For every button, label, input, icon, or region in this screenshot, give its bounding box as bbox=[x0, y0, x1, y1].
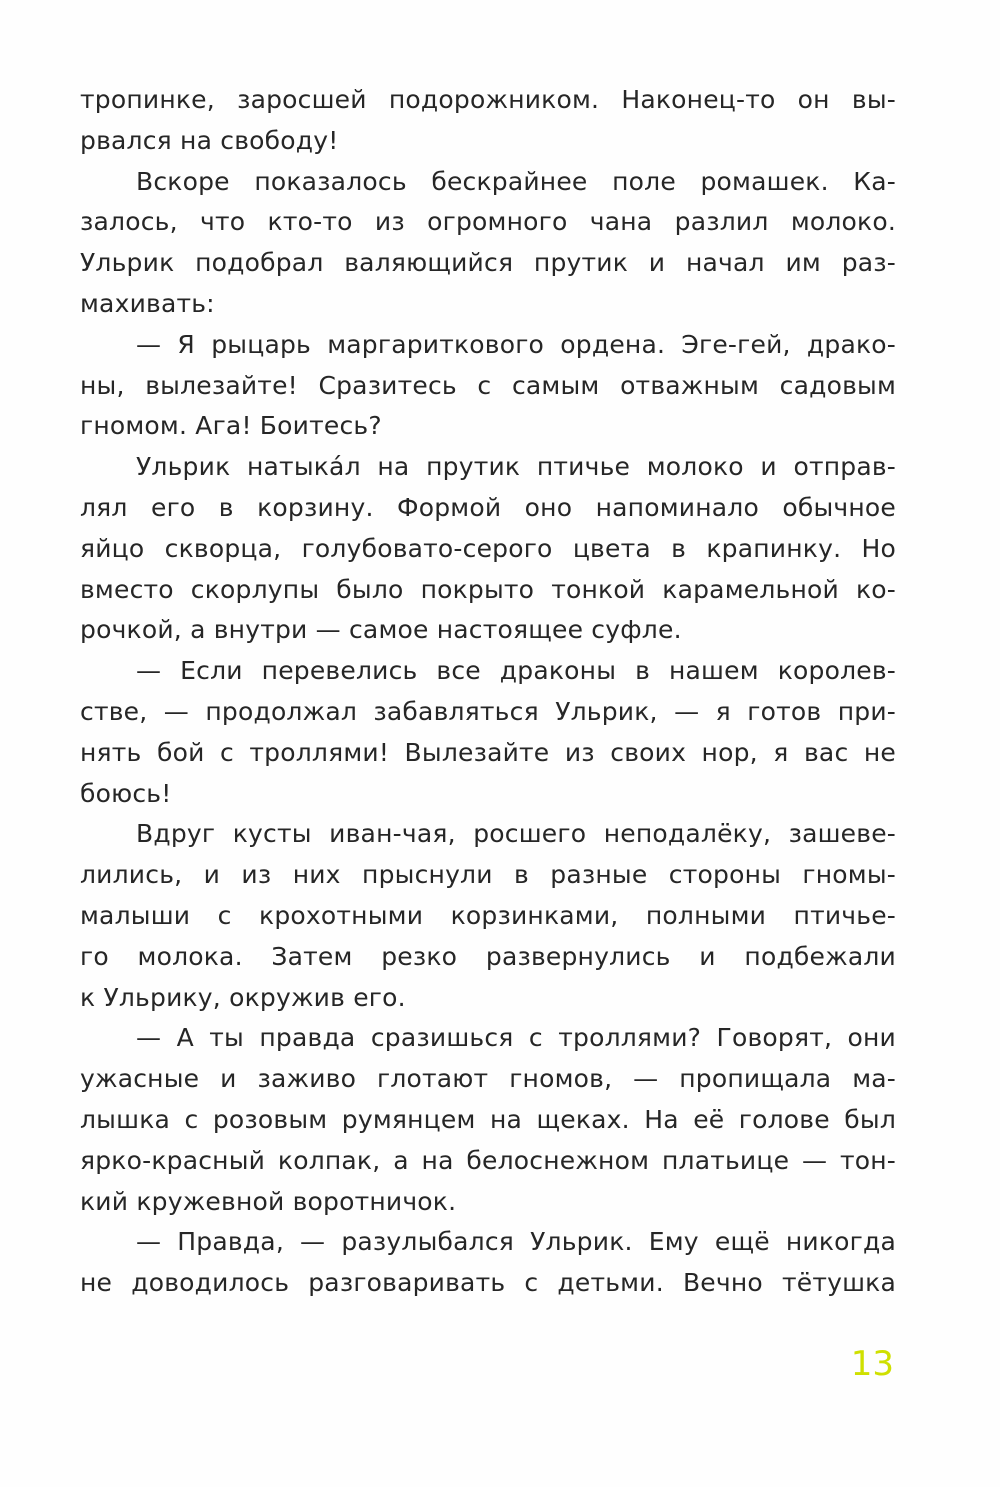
text-line: стве, — продолжал забавляться Ульрик, — я готов при- bbox=[80, 696, 896, 726]
text-line: залось, что кто-то из огромного чана разлил молоко. bbox=[80, 207, 896, 237]
text-line: — Я рыцарь маргариткового ордена. Эге-гей, драко- bbox=[136, 329, 896, 359]
text-line: го молока. Затем резко развернулись и подбежали bbox=[80, 941, 896, 971]
text-line: лял его в корзину. Формой оно напоминало обычное bbox=[80, 492, 896, 522]
text-line: яйцо скворца, голубовато-серого цвета в крапинку. Но bbox=[80, 533, 896, 563]
text-line: кий кружевной воротничок. bbox=[80, 1186, 457, 1216]
text-line: рвался на свободу! bbox=[80, 125, 339, 155]
text-line: не доводилось разговаривать с детьми. Вечно тётушка bbox=[80, 1268, 896, 1298]
page-number: 13 bbox=[850, 1344, 894, 1384]
text-line: рочкой, а внутри — самое настоящее суфле. bbox=[80, 615, 682, 645]
text-line: — Правда, — разулыбался Ульрик. Ему ещё никогда bbox=[136, 1227, 896, 1257]
text-line: лышка с розовым румянцем на щеках. На её голове был bbox=[80, 1104, 896, 1134]
text-line: махивать: bbox=[80, 288, 215, 318]
text-line: — А ты правда сразишься с троллями? Говорят, они bbox=[136, 1023, 896, 1053]
text-line: ны, вылезайте! Сразитесь с самым отважным садовым bbox=[80, 370, 896, 400]
text-line: Ульрик подобрал валяющийся прутик и начал им раз- bbox=[80, 248, 896, 278]
text-line: ужасные и заживо глотают гномов, — пропищала ма- bbox=[80, 1064, 896, 1094]
text-line: — Если перевелись все драконы в нашем королев- bbox=[136, 656, 896, 686]
text-line: Вскоре показалось бескрайнее поле ромашек. Ка- bbox=[136, 166, 896, 196]
text-line: ярко-красный колпак, а на белоснежном платьице — тон- bbox=[80, 1145, 896, 1175]
text-line: боюсь! bbox=[80, 778, 172, 808]
text-line: лились, и из них прыснули в разные стороны гномы- bbox=[80, 860, 896, 890]
body-text bbox=[80, 80, 896, 1304]
text-line: гномом. Ага! Боитесь? bbox=[80, 411, 382, 441]
text-line: Ульрик натыка́л на прутик птичье молоко и отправ- bbox=[136, 452, 896, 482]
text-line: вместо скорлупы было покрыто тонкой карамельной ко- bbox=[80, 574, 896, 604]
text-line: нять бой с троллями! Вылезайте из своих нор, я вас не bbox=[80, 737, 896, 767]
text-line: Вдруг кусты иван-чая, росшего неподалёку, зашеве- bbox=[136, 819, 896, 849]
text-line: к Ульрику, окружив его. bbox=[80, 982, 406, 1012]
text-line: малыши с крохотными корзинками, полными птичье- bbox=[80, 900, 896, 930]
text-line: тропинке, заросшей подорожником. Наконец-то он вы- bbox=[80, 85, 896, 114]
